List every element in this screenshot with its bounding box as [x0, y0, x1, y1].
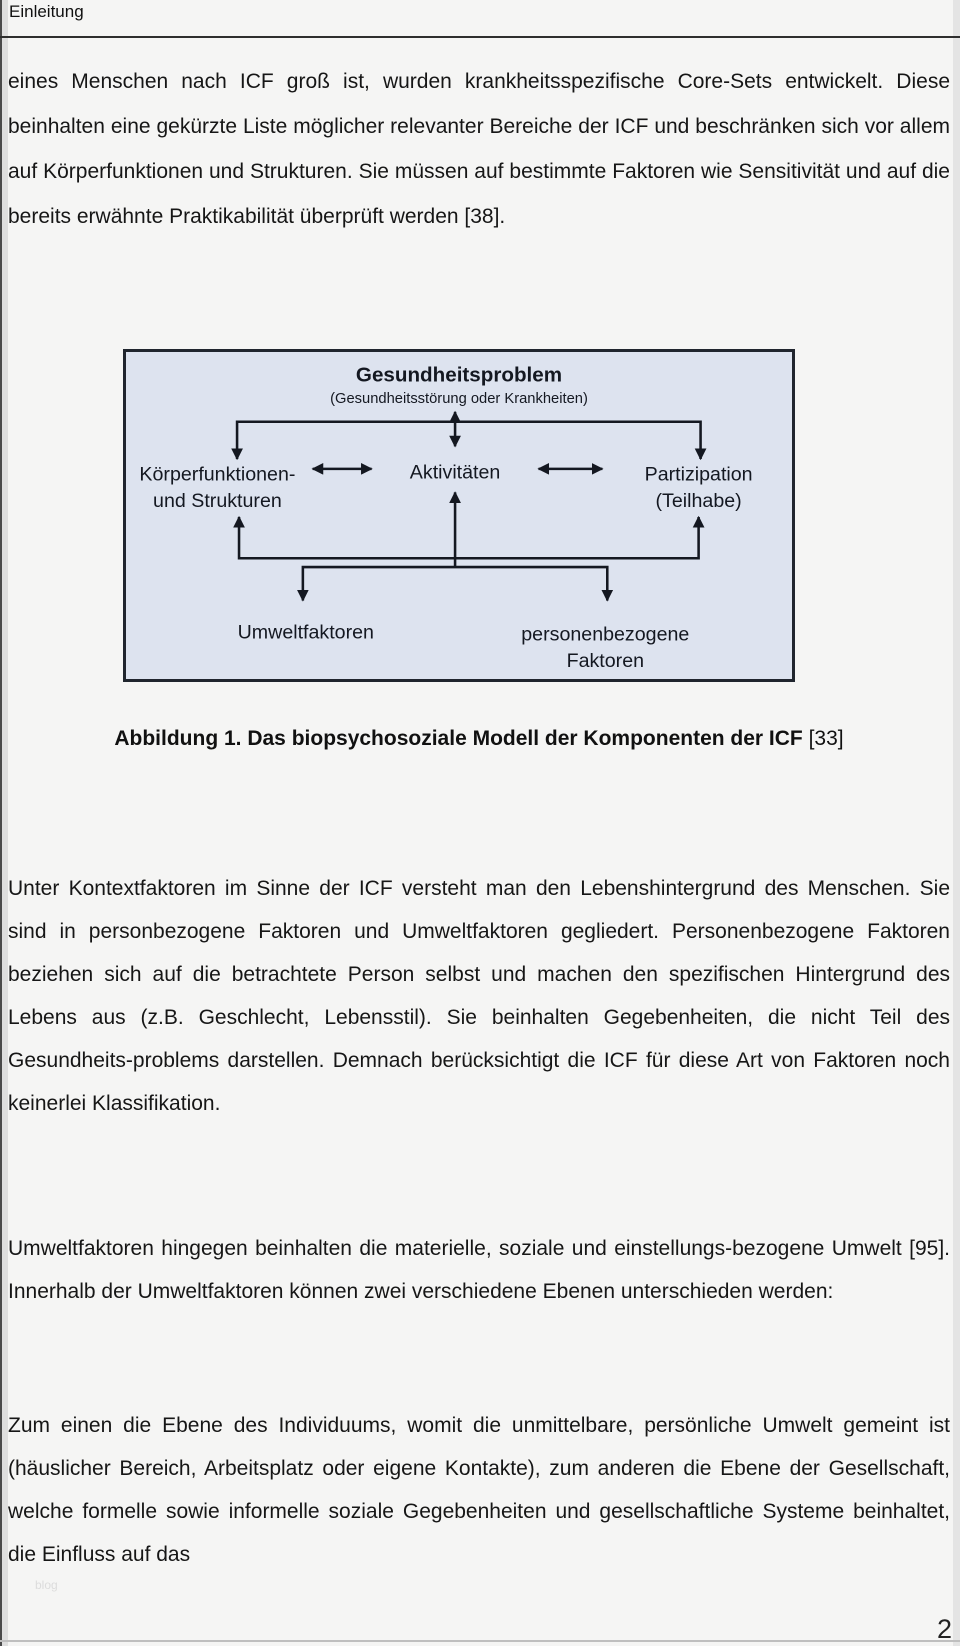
page-left-margin-strip [2, 0, 8, 1646]
paragraph-context-factors: Unter Kontextfaktoren im Sinne der ICF versteht man den Lebenshintergrund des Menschen. Sie sind in personbezogene Faktoren und Umweltfaktoren gegliedert. Personenbezogene Faktoren beziehen sich auf die betrachtete Person selbst und machen den spezifischen Hintergrund des Lebens aus (z.B. Geschlecht, Lebensstil). Sie beinhalten Gegebenheiten, die nicht Teil des Gesundheits-problems darstellen. Demnach berücksichtigt die ICF für diese Art von Faktoren noch keinerlei Klassifikation. [8, 877, 950, 1115]
node-body-functions-line1: Körperfunktionen- [139, 463, 296, 486]
connector-top-down-arrows [237, 422, 700, 459]
icf-model-figure [123, 349, 795, 682]
page-bottom-rule [0, 1640, 960, 1642]
node-personal-factors-line2: Faktoren [566, 650, 645, 673]
diagram-labels [139, 363, 752, 672]
page-right-margin-strip [953, 0, 960, 1646]
header-rule [0, 36, 960, 38]
figure-caption-text: Abbildung 1. Das biopsychosoziale Modell der Komponenten der ICF [114, 727, 809, 750]
diagram-arrows [237, 412, 700, 601]
page-number: 2 [936, 1614, 952, 1644]
figure-caption-reference: [33] [808, 727, 844, 750]
connector-context-down-arrows [303, 567, 607, 600]
node-participation-line1: Partizipation [644, 463, 753, 486]
node-body-functions-line2: und Strukturen [153, 490, 282, 513]
icf-model-diagram [126, 352, 792, 679]
paragraph-levels: Zum einen die Ebene des Individuums, womit die unmittelbare, persönliche Umwelt gemeint ist (häuslicher Bereich, Arbeitsplatz oder eigene Kontakte), zum anderen die Ebene der Gesellschaft, welche formelle sowie informelle soziale Gegebenheiten und gesellschaftliche Systeme beinhaltet, die Einfluss auf das [8, 1414, 950, 1566]
node-health-problem: Gesundheitsproblem [355, 363, 563, 387]
connector-bottom-up-arrows [239, 517, 699, 558]
watermark-text: blog [35, 1578, 58, 1592]
figure-caption [8, 717, 950, 760]
node-personal-factors-line1: personenbezogene [521, 623, 690, 646]
node-activities: Aktivitäten [409, 461, 501, 484]
node-participation-line2: (Teilhabe) [655, 490, 742, 513]
node-health-problem-subtitle: (Gesundheitsstörung oder Krankheiten) [330, 391, 588, 408]
paragraph-core-sets: eines Menschen nach ICF groß ist, wurden krankheitsspezifische Core-Sets entwickelt. Diese beinhalten eine gekürzte Liste möglicher relevanter Bereiche der ICF und beschränken sich vor allem auf Körperfunktionen und Strukturen. Sie müssen auf bestimmte Faktoren wie Sensitivität und auf die bereits erwähnte Praktikabilität überprüft werden [38]. [8, 70, 950, 228]
node-environmental-factors: Umweltfaktoren [237, 621, 374, 644]
paragraph-environmental-factors: Umweltfaktoren hingegen beinhalten die materielle, soziale und einstellungs-bezogene Umwelt [95]. Innerhalb der Umweltfaktoren können zwei verschiedene Ebenen unterschieden werden: [8, 1237, 950, 1303]
running-header: Einleitung [9, 2, 84, 21]
